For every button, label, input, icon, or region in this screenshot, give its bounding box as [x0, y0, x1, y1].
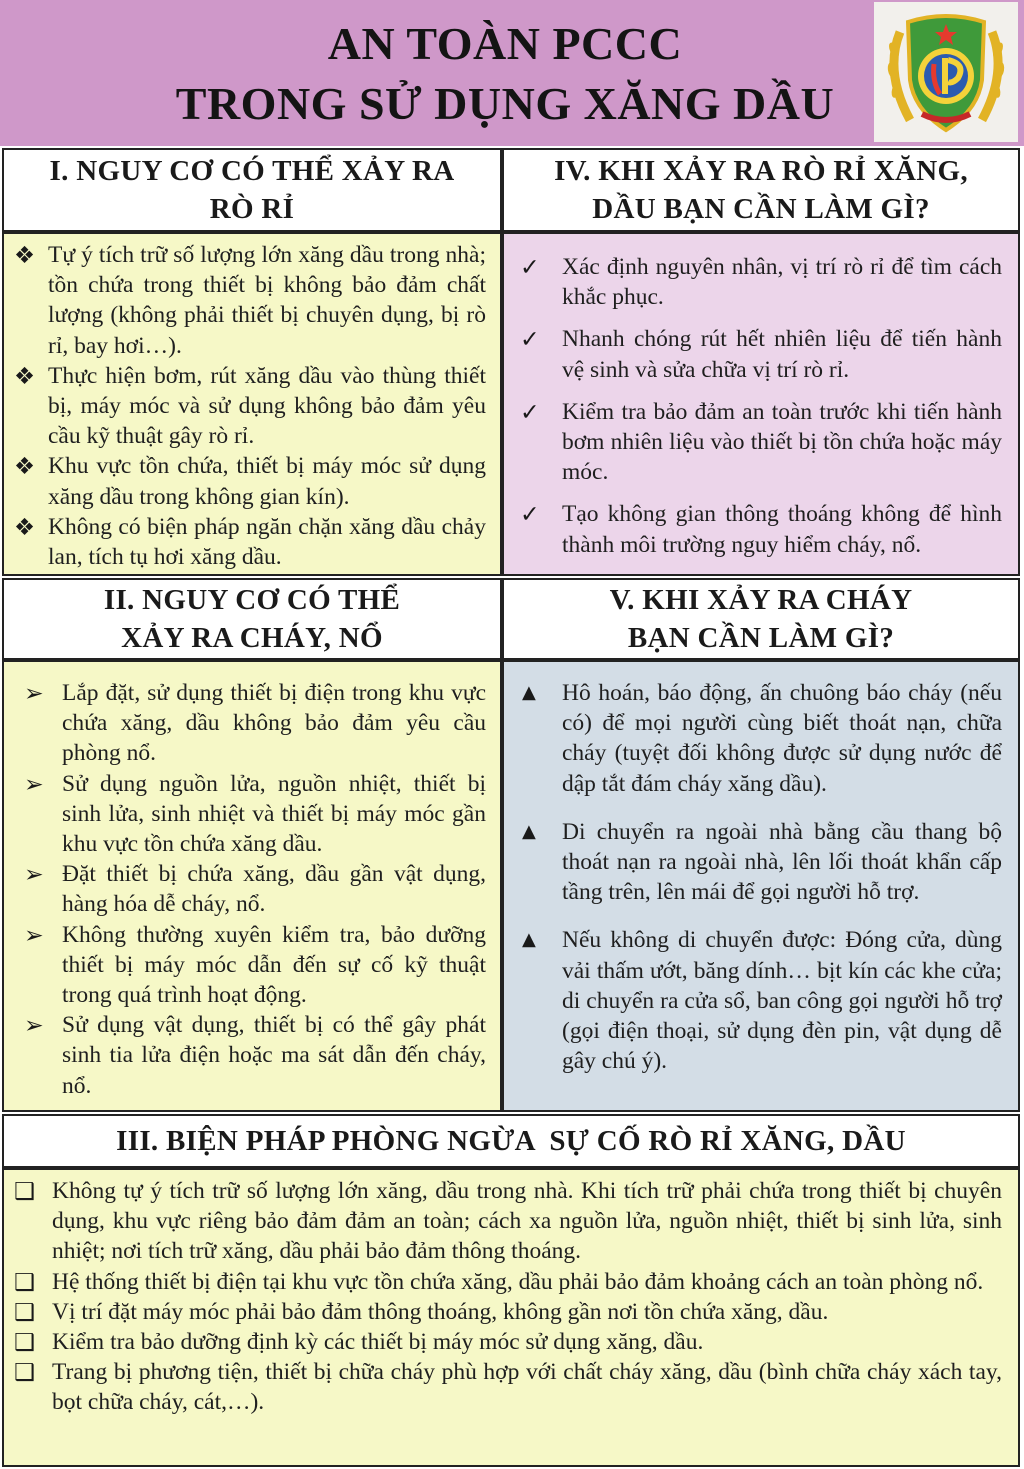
section-4-list: [520, 252, 1002, 560]
list-item: ❑ Hệ thống thiết bị điện tại khu vực tồn chứa xăng, dầu phải bảo đảm khoảng cách an toàn phòng nổ.: [14, 1267, 984, 1296]
header-banner: [0, 0, 1024, 146]
diamond-bullet-icon: ❖: [14, 512, 36, 541]
section-5-title-line-2: BẠN CẦN LÀM GÌ?: [627, 622, 895, 654]
list-item: ❑ Không tự ý tích trữ số lượng lớn xăng, dầu trong nhà. Khi tích trữ phải chứa trong thiết bị chuyên dụng, khu vực riêng bảo đảm đảm an toàn; cách xa nguồn lửa, nguồn nhiệt, thiết bị sinh lửa, sinh nhiệt; nơi tích trữ xăng, dầu phải bảo đảm thông thoáng.: [14, 1177, 1002, 1265]
list-item: ✓ Kiểm tra bảo đảm an toàn trước khi tiến hành bơm nhiên liệu vào thiết bị tồn chứa hoặc máy móc.: [520, 397, 1002, 486]
section-4-title-line-1: IV. KHI XẢY RA RÒ RỈ XĂNG,: [554, 155, 968, 187]
list-item: ❖ Tự ý tích trữ số lượng lớn xăng dầu trong nhà; tồn chứa trong thiết bị không bảo đảm chất lượng (không phải thiết bị chuyên dụng, bị rò rỉ, bay hơi…).: [14, 241, 486, 359]
section-4-title-line-2: DẦU BẠN CẦN LÀM GÌ?: [592, 193, 930, 225]
section-5-content: [502, 660, 1020, 1112]
list-item: ❑ Kiểm tra bảo dưỡng định kỳ các thiết bị máy móc sử dụng xăng, dầu.: [14, 1328, 704, 1357]
checkmark-icon: ✓: [520, 500, 540, 529]
section-3-content: [2, 1168, 1020, 1467]
section-1-title: [2, 148, 502, 232]
section-1-list: [14, 240, 486, 572]
checkbox-square-icon: ❑: [14, 1297, 36, 1326]
section-2-title-line-2: XẢY RA CHÁY, NỔ: [121, 622, 383, 654]
section-2-title-line-1: II. NGUY CƠ CÓ THỂ: [103, 584, 401, 616]
checkbox-square-icon: ❑: [14, 1358, 36, 1387]
section-4-content: [502, 232, 1020, 576]
list-item: ❖ Không có biện pháp ngăn chặn xăng dầu chảy lan, tích tụ hơi xăng dầu.: [14, 512, 486, 571]
triangle-bullet-icon: ▲: [522, 820, 536, 842]
section-2-content: [2, 660, 502, 1112]
checkmark-icon: ✓: [520, 325, 540, 354]
diamond-bullet-icon: ❖: [14, 361, 36, 390]
arrowhead-bullet-icon: ➢: [24, 769, 44, 798]
section-3-title-text: III. BIỆN PHÁP PHÒNG NGỪA SỰ CỐ RÒ RỈ XĂNG, DẦU: [116, 1125, 906, 1157]
checkbox-square-icon: ❑: [14, 1328, 36, 1357]
section-1-title-line-1: I. NGUY CƠ CÓ THỂ XẢY RA: [49, 155, 455, 187]
section-1-title-line-2: RÒ RỈ: [209, 193, 295, 225]
list-item: ❑ Trang bị phương tiện, thiết bị chữa cháy phù hợp với chất cháy xăng, dầu (bình chữa cháy xách tay, bọt chữa cháy, cát,…).: [14, 1358, 1002, 1416]
list-item: ❖ Khu vực tồn chứa, thiết bị máy móc sử dụng xăng dầu trong không gian kín).: [14, 452, 486, 510]
list-item: ✓ Nhanh chóng rút hết nhiên liệu để tiến hành vệ sinh và sửa chữa vị trí rò rỉ.: [520, 325, 1002, 383]
section-2-list: [24, 678, 486, 1101]
list-item: ▲ Hô hoán, báo động, ấn chuông báo cháy (nếu có) để mọi người cùng biết thoát nạn, chữa cháy (tuyệt đối không được sử dụng nước để dập tắt đám cháy xăng dầu).: [522, 680, 1002, 797]
arrowhead-bullet-icon: ➢: [24, 860, 44, 889]
list-item: ➢ Sử dụng nguồn lửa, nguồn nhiệt, thiết bị sinh lửa, sinh nhiệt và thiết bị máy móc gần khu vực tồn chứa xăng dầu.: [24, 769, 486, 858]
section-3-list: [14, 1176, 1002, 1418]
arrowhead-bullet-icon: ➢: [24, 1011, 44, 1040]
list-item: ➢ Lắp đặt, sử dụng thiết bị điện trong khu vực chứa xăng, dầu không bảo đảm yêu cầu phòng nổ.: [24, 679, 486, 767]
arrowhead-bullet-icon: ➢: [24, 920, 44, 949]
checkmark-icon: ✓: [520, 253, 540, 281]
list-item: ➢ Không thường xuyên kiểm tra, bảo dưỡng thiết bị máy móc dẫn đến sự cố kỹ thuật trong quá trình hoạt động.: [24, 920, 486, 1009]
triangle-bullet-icon: ▲: [522, 682, 536, 703]
list-item: ➢ Đặt thiết bị chứa xăng, dầu gần vật dụng, hàng hóa dễ cháy, nổ.: [24, 860, 486, 918]
section-1-content: [2, 232, 502, 576]
title-line-2: TRONG SỬ DỤNG XĂNG DẦU: [175, 78, 835, 129]
list-item: ✓ Tạo không gian thông thoáng không để hình thành môi trường nguy hiểm cháy, nổ.: [520, 500, 1002, 558]
list-item: ❖ Thực hiện bơm, rút xăng dầu vào thùng thiết bị, máy móc và sử dụng không bảo đảm yêu cầu kỹ thuật gây rò rỉ.: [14, 361, 486, 450]
section-5-title-line-1: V. KHI XẢY RA CHÁY: [609, 584, 913, 616]
section-2-title: [2, 578, 502, 660]
list-item: ▲ Di chuyển ra ngoài nhà bằng cầu thang bộ thoát nạn ra ngoài nhà, lên lối thoát khẩn cấp tầng trên, lên mái để gọi người hỗ trợ.: [522, 818, 1002, 906]
arrowhead-bullet-icon: ➢: [24, 679, 44, 707]
section-4-title: [502, 148, 1020, 232]
checkmark-icon: ✓: [520, 397, 540, 426]
triangle-bullet-icon: ▲: [522, 929, 536, 951]
diamond-bullet-icon: ❖: [14, 452, 36, 481]
section-3-title: [2, 1114, 1020, 1168]
checkbox-square-icon: ❑: [14, 1177, 36, 1205]
section-5-list: [522, 678, 1002, 1076]
list-item: ▲ Nếu không di chuyển được: Đóng cửa, dùng vải thấm ướt, băng dính… bịt kín các khe cửa; di chuyển ra cửa sổ, ban công gọi người hỗ trợ (gọi điện thoại, sử dụng đèn pin, vật dụng dễ gây chú ý).: [522, 927, 1002, 1075]
checkbox-square-icon: ❑: [14, 1267, 36, 1296]
police-fire-shield-emblem-icon: [874, 2, 1018, 142]
title-line-1: AN TOÀN PCCC: [327, 18, 683, 69]
diamond-bullet-icon: ❖: [14, 241, 36, 269]
section-5-title: [502, 578, 1020, 660]
poster-title: [70, 14, 940, 134]
list-item: ➢ Sử dụng vật dụng, thiết bị có thể gây phát sinh tia lửa điện hoặc ma sát dẫn đến cháy, nổ.: [24, 1011, 486, 1099]
list-item: ✓ Xác định nguyên nhân, vị trí rò rỉ để tìm cách khắc phục.: [520, 253, 1002, 311]
list-item: ❑ Vị trí đặt máy móc phải bảo đảm thông thoáng, không gần nơi tồn chứa xăng, dầu.: [14, 1297, 829, 1326]
